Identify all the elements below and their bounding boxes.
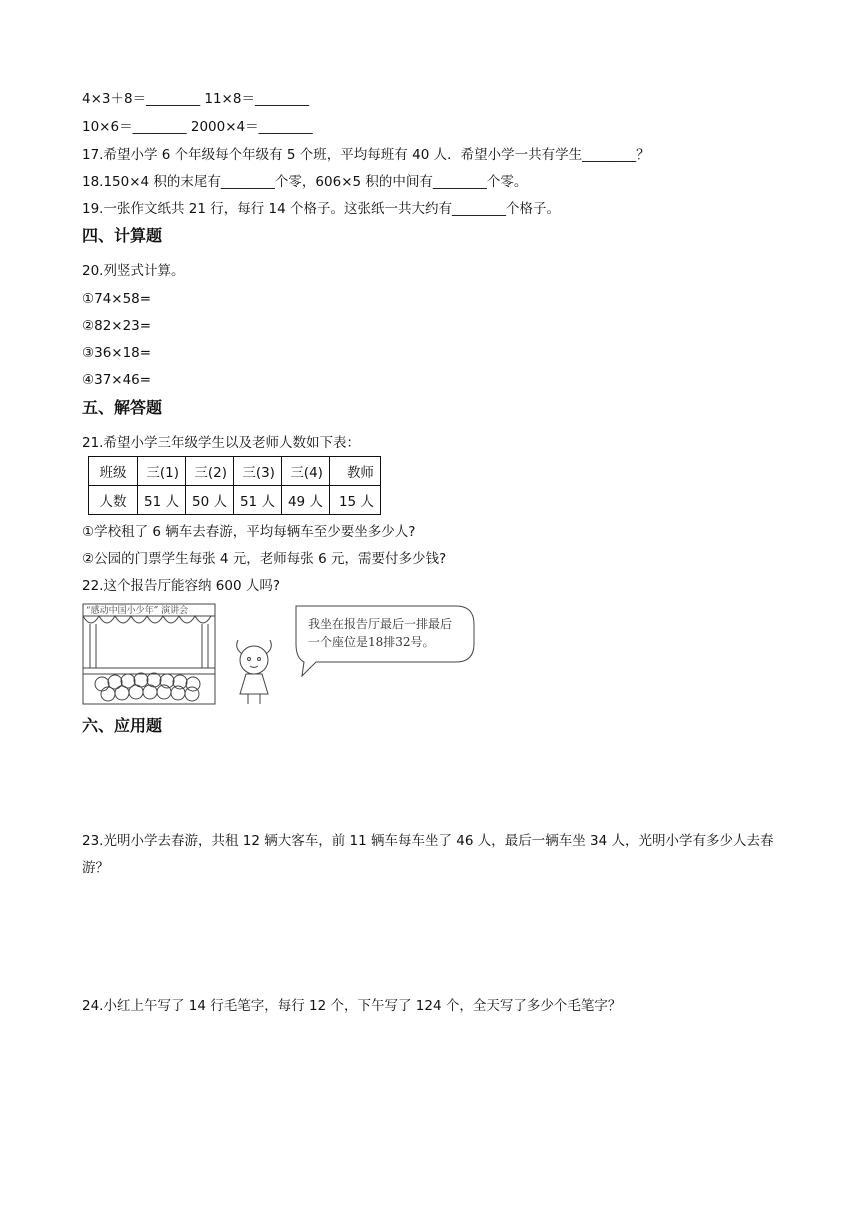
question-20-item-1: ①74×58=: [82, 291, 152, 307]
speech-line-2: 一个座位是18排32号。: [308, 635, 435, 649]
question-18: 18.150×4 积的末尾有________个零，606×5 积的中间有________个零。: [82, 174, 528, 190]
question-20-item-3: ③36×18=: [82, 345, 152, 361]
auditorium-illustration: [82, 602, 482, 708]
banner-text: “感动中国小少年” 演讲会: [86, 606, 189, 616]
stage-drawing: [83, 604, 215, 704]
question-17: 17.希望小学 6 个年级每个年级有 5 个班，平均每班有 40 人．希望小学一共有学生________？: [82, 147, 650, 163]
question-20-item-4: ④37×46=: [82, 372, 152, 388]
section-heading-calculation: 四、计算题: [82, 226, 163, 245]
table-cell: 50 人: [185, 486, 233, 515]
girl-figure: [237, 640, 272, 704]
table-cell: 人数: [89, 486, 138, 515]
question-23: 23.光明小学去春游，共租 12 辆大客车，前 11 辆车每车坐了 46 人，最后一辆车坐 34 人，光明小学有多少人去春游？: [82, 833, 774, 876]
calc-line-2: 10×6＝________ 2000×4＝________: [82, 119, 313, 135]
section-heading-application: 六、应用题: [82, 716, 163, 735]
question-21-part-2: ②公园的门票学生每张 4 元，老师每张 6 元，需要付多少钱?: [82, 551, 447, 567]
table-cell: 教师: [329, 457, 380, 486]
question-24: 24.小红上午写了 14 行毛笔字，每行 12 个，下午写了 124 个，全天写了多少个毛笔字？: [82, 998, 622, 1014]
question-20-item-2: ②82×23=: [82, 318, 152, 334]
section-heading-answers: 五、解答题: [82, 398, 163, 417]
question-20: 20.列竖式计算。: [82, 263, 185, 279]
table-cell: 三(2): [185, 457, 233, 486]
table-cell: 三(4): [281, 457, 329, 486]
table-row: [89, 457, 381, 486]
question-19: 19.一张作文纸共 21 行，每行 14 个格子。这张纸一共大约有________个格子。: [82, 201, 560, 217]
table-row: [89, 486, 381, 515]
audience-heads: [95, 673, 200, 701]
calc-line-1: 4×3＋8＝________ 11×8＝________: [82, 91, 309, 107]
table-cell: 51 人: [138, 486, 186, 515]
question-21: 21.希望小学三年级学生以及老师人数如下表：: [82, 435, 360, 451]
table-cell: 15 人: [329, 486, 380, 515]
question-21-part-1: ①学校租了 6 辆车去春游，平均每辆车至少要坐多少人?: [82, 524, 416, 540]
table-cell: 三(3): [233, 457, 281, 486]
table-cell: 49 人: [281, 486, 329, 515]
speech-line-1: 我坐在报告厅最后一排最后: [308, 617, 453, 631]
table-cell: 班级: [89, 457, 138, 486]
class-count-table: [88, 456, 381, 515]
table-cell: 51 人: [233, 486, 281, 515]
table-cell: 三(1): [138, 457, 186, 486]
question-22: 22.这个报告厅能容纳 600 人吗?: [82, 578, 280, 594]
